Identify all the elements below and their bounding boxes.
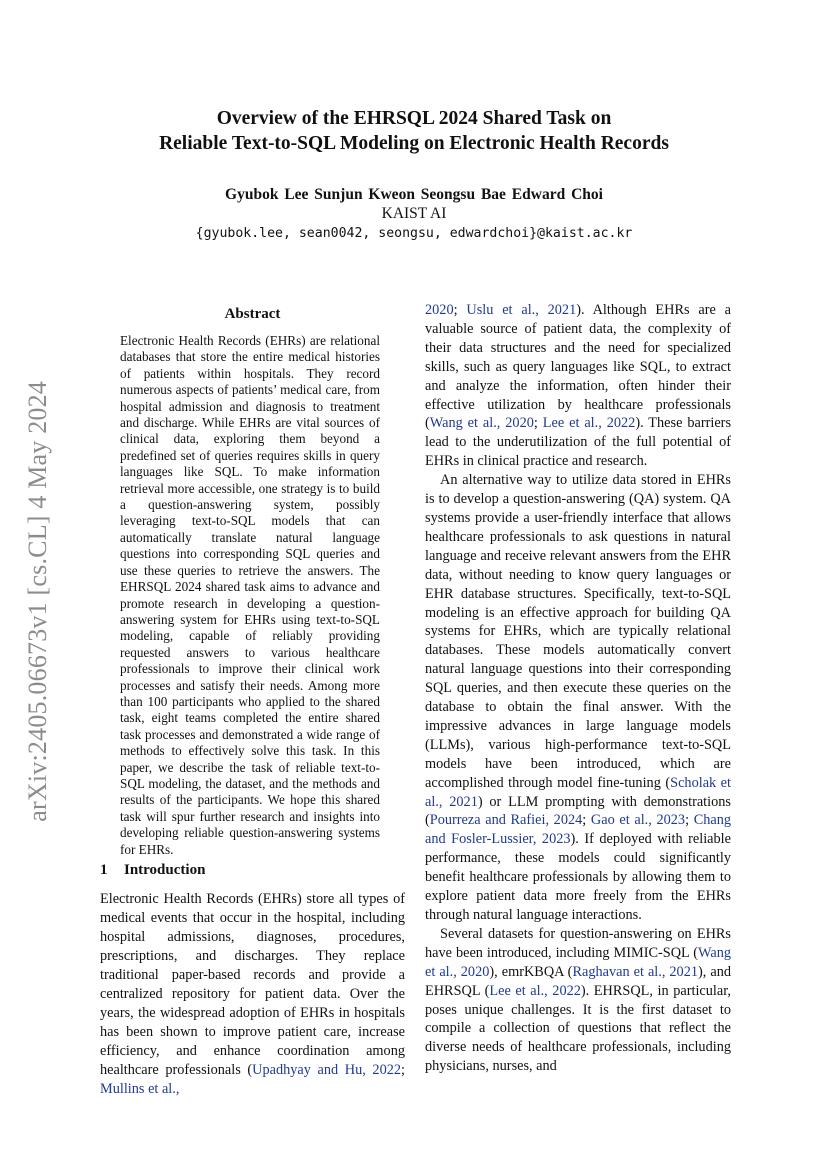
citation-link[interactable]: Lee et al., 2022 <box>542 415 636 432</box>
paragraph-text: Electronic Health Records (EHRs) store all types of medical events that occur in the hospital, including hospital admissions, diagnoses, procedures, prescriptions, and discharges. They replace traditional paper-based records and provide a centralized repository for patient data. Over the years, the widespread adoption of EHRs in hospitals has been shown to improve patient care, increase efficiency, and enhance coordination among healthcare professionals ( <box>100 891 405 1078</box>
abstract-text: Electronic Health Records (EHRs) are relational databases that store the entire medical histories of patients within hospitals. They record numerous aspects of patients’ medical care, from hospital admission and diagnosis to treatment and discharge. While EHRs are vital sources of clinical data, exploring them beyond a predefined set of queries requires skills in query languages like SQL. To make information retrieval more accessible, one strategy is to build a question-answering system, possibly leveraging text-to-SQL models that can automatically translate natural language questions into corresponding SQL queries and use these queries to retrieve the answers. The EHRSQL 2024 shared task aims to advance and promote research in developing a question-answering system for EHRs using text-to-SQL modeling, capable of reliably providing requested answers to various healthcare professionals to improve their clinical work processes and satisfy their needs. Among more than 100 participants who applied to the shared task, eight teams completed the entire shared task processes and demonstrated a wide range of methods to effectively solve this task. In this paper, we describe the task of reliable text-to-SQL modeling, the dataset, and the methods and results of the participants. We hope this shared task will spur further research and insights into developing reliable question-answering systems for EHRs. <box>120 333 380 857</box>
paragraph-text: ). EHRSQL, in particular, poses unique challenges. It is the first dataset to compile a collection of questions that reflect the diverse needs of healthcare professionals, including physicians, nurses, and <box>425 982 731 1075</box>
citation-link[interactable]: Mullins et al., <box>100 1081 180 1097</box>
right-column <box>425 301 731 1076</box>
citation-separator: ; <box>582 812 591 829</box>
paragraph-text: ). These barriers lead to the underutilization of the full potential of EHRs in clinical practice and research. <box>425 415 732 470</box>
citation-link[interactable]: Wang et al., 2020 <box>425 944 731 980</box>
paper-title-line-2: Reliable Text-to-SQL Modeling on Electronic Health Records <box>159 133 669 154</box>
affiliation: KAIST AI <box>381 205 447 222</box>
paragraph-text: ) or LLM prompting with demonstrations ( <box>425 793 731 829</box>
citation-link[interactable]: Chang and Fosler-Lussier, 2023 <box>425 812 732 848</box>
citation-link[interactable]: Lee et al., 2022 <box>489 982 581 999</box>
section-number: 1 <box>100 862 108 878</box>
introduction-paragraph-1 <box>100 890 405 1099</box>
citation-link[interactable]: Wang et al., 2020 <box>429 415 534 432</box>
arxiv-identifier-stamp <box>18 362 58 840</box>
introduction-paragraph-1-continued <box>425 301 731 471</box>
paper-title-line-1: Overview of the EHRSQL 2024 Shared Task on <box>216 108 612 129</box>
citation-separator: ; <box>685 812 694 829</box>
arxiv-identifier-text: arXiv:2405.06673v1 [cs.CL] 4 May 2024 <box>23 380 52 822</box>
citation-link[interactable]: 2020 <box>425 302 454 318</box>
paragraph-text: An alternative way to utilize data stored in EHRs is to develop a question-answering (QA) system. QA systems provide a user-friendly interface that allows healthcare professionals to ask questions in natural language and receive relevant answers from the EHR data, without needing to know query languages or EHR database structures. Specifically, text-to-SQL modeling is an effective approach for building QA systems for EHRs, which are typically relational databases. These models automatically convert natural language questions into their corresponding SQL queries, and then execute these queries on the database to obtain the final answer. With the impressive advances in large language models (LLMs), various high-performance text-to-SQL models have been introduced, which are accomplished through model fine-tuning ( <box>425 472 731 791</box>
paragraph-text: ), and EHRSQL ( <box>425 963 731 999</box>
paragraph-text: Several datasets for question-answering on EHRs have been introduced, including MIMIC-SQL ( <box>425 925 731 961</box>
paper-title <box>100 106 728 156</box>
introduction-paragraph-2 <box>425 471 731 925</box>
paragraph-text: ). If deployed with reliable performance, these models could significantly benefit healthcare professionals by allowing them to explore patient data more freely from the EHRs through natural language interactions. <box>425 831 731 923</box>
citation-link[interactable]: Upadhyay and Hu, 2022 <box>252 1062 402 1078</box>
section-heading-introduction <box>100 862 405 879</box>
citation-separator: ; <box>401 1062 405 1078</box>
citation-link[interactable]: Scholak et al., 2021 <box>425 774 732 810</box>
abstract-heading: Abstract <box>224 306 281 322</box>
citation-link[interactable]: Gao et al., 2023 <box>590 812 686 829</box>
paragraph-text: ), emrKBQA ( <box>489 963 573 980</box>
citation-link[interactable]: Raghavan et al., 2021 <box>572 963 699 980</box>
author-emails: {gyubok.lee, sean0042, seongsu, edwardchoi}@kaist.ac.kr <box>195 226 633 241</box>
citation-separator: ; <box>453 302 467 318</box>
citation-link[interactable]: Uslu et al., 2021 <box>466 302 577 318</box>
citation-link[interactable]: Pourreza and Rafiei, 2024 <box>429 812 583 829</box>
paragraph-text: ). Although EHRs are a valuable source of patient data, the complexity of their data structures and the need for specialized skills, such as query languages like SQL, to extract and analyze the information, often hinder their effective utilization by healthcare professionals ( <box>425 302 732 432</box>
introduction-paragraph-3 <box>425 925 731 1076</box>
citation-separator: ; <box>533 415 543 432</box>
section-title: Introduction <box>124 862 206 878</box>
author-list: Gyubok Lee Sunjun Kweon Seongsu Bae Edward Choi <box>225 186 603 203</box>
